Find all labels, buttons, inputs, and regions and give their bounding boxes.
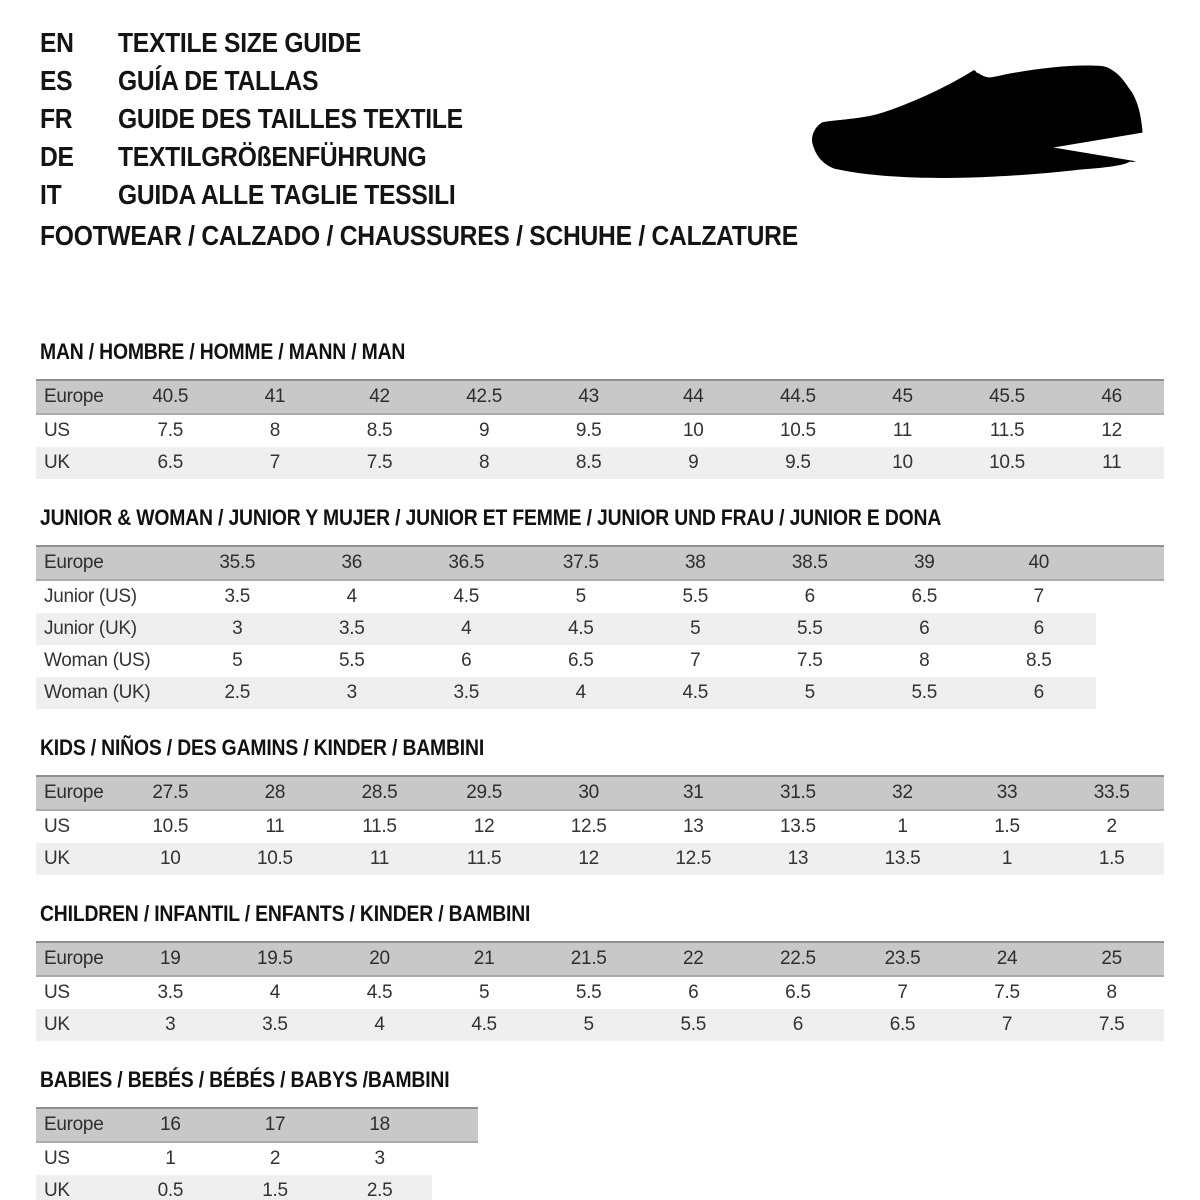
table-row — [36, 1175, 478, 1200]
size-cell: 40 — [982, 546, 1097, 580]
size-cell: 19.5 — [223, 942, 328, 976]
row-label: Junior (UK) — [36, 613, 180, 645]
table-title-children — [40, 902, 1164, 925]
spacer-cell — [432, 1175, 478, 1200]
size-table-section-kids — [36, 736, 1164, 875]
size-cell: 9.5 — [536, 414, 641, 447]
size-cell: 29.5 — [432, 776, 537, 810]
size-cell: 12 — [1059, 414, 1164, 447]
table-row — [36, 613, 1164, 645]
size-cell: 17 — [223, 1108, 328, 1142]
table-row — [36, 645, 1164, 677]
size-cell: 7 — [223, 447, 328, 479]
size-cell: 6 — [867, 613, 982, 645]
size-cell: 6.5 — [746, 976, 851, 1009]
size-cell: 10.5 — [223, 843, 328, 875]
size-cell: 11 — [850, 414, 955, 447]
lang-title-es: GUÍA DE TALLAS — [118, 65, 319, 96]
size-cell: 8 — [1059, 976, 1164, 1009]
row-label: Europe — [36, 380, 118, 414]
size-cell: 5.5 — [638, 580, 753, 613]
size-cell: 12 — [536, 843, 641, 875]
size-cell: 1 — [955, 843, 1060, 875]
row-label: Europe — [36, 776, 118, 810]
category-heading — [40, 217, 901, 255]
size-cell: 37.5 — [524, 546, 639, 580]
lang-row-de — [40, 138, 510, 176]
size-cell: 21.5 — [536, 942, 641, 976]
size-cell: 12 — [432, 810, 537, 843]
size-cell: 0.5 — [118, 1175, 223, 1200]
lang-code-it: IT — [40, 179, 62, 210]
size-cell: 7.5 — [118, 414, 223, 447]
size-cell: 13.5 — [746, 810, 851, 843]
size-table-section-babies — [36, 1068, 1164, 1200]
size-cell: 8.5 — [982, 645, 1097, 677]
shoe-icon — [810, 64, 1144, 184]
size-cell: 8 — [867, 645, 982, 677]
size-cell: 2.5 — [180, 677, 295, 709]
size-cell: 5.5 — [753, 613, 868, 645]
size-cell: 21 — [432, 942, 537, 976]
size-cell: 7.5 — [1059, 1009, 1164, 1041]
size-cell: 4.5 — [327, 976, 432, 1009]
size-cell: 44.5 — [746, 380, 851, 414]
table-title-text: CHILDREN / INFANTIL / ENFANTS / KINDER / BAMBINI — [40, 901, 531, 926]
row-label: UK — [36, 1009, 118, 1041]
size-cell: 1.5 — [223, 1175, 328, 1200]
lang-row-en — [40, 24, 510, 62]
lang-title-de: TEXTILGRÖßENFÜHRUNG — [118, 141, 427, 172]
spacer-cell — [1096, 645, 1164, 677]
size-cell: 4 — [295, 580, 410, 613]
size-cell: 46 — [1059, 380, 1164, 414]
size-table-junior-woman — [36, 545, 1164, 709]
size-table-man — [36, 379, 1164, 479]
table-row — [36, 843, 1164, 875]
size-cell: 6 — [641, 976, 746, 1009]
size-cell: 3.5 — [180, 580, 295, 613]
size-cell: 3.5 — [223, 1009, 328, 1041]
size-cell: 10.5 — [118, 810, 223, 843]
size-cell: 6.5 — [867, 580, 982, 613]
size-cell: 10.5 — [955, 447, 1060, 479]
table-row — [36, 414, 1164, 447]
size-cell: 4.5 — [638, 677, 753, 709]
table-title-kids — [40, 736, 1164, 759]
table-title-man — [40, 340, 1164, 363]
size-cell: 8 — [223, 414, 328, 447]
size-cell: 32 — [850, 776, 955, 810]
size-cell: 41 — [223, 380, 328, 414]
size-cell: 10.5 — [746, 414, 851, 447]
size-cell: 4.5 — [409, 580, 524, 613]
lang-code-fr: FR — [40, 103, 73, 134]
size-cell: 7 — [982, 580, 1097, 613]
table-row — [36, 1108, 478, 1142]
size-cell: 5.5 — [295, 645, 410, 677]
size-cell: 3 — [118, 1009, 223, 1041]
size-cell: 31.5 — [746, 776, 851, 810]
size-cell: 9 — [641, 447, 746, 479]
lang-code-es: ES — [40, 65, 73, 96]
size-cell: 4 — [327, 1009, 432, 1041]
size-cell: 3.5 — [118, 976, 223, 1009]
size-cell: 45 — [850, 380, 955, 414]
size-cell: 10 — [118, 843, 223, 875]
size-table-kids — [36, 775, 1164, 875]
size-cell: 6 — [746, 1009, 851, 1041]
lang-code-de: DE — [40, 141, 74, 172]
size-cell: 7 — [638, 645, 753, 677]
size-cell: 3.5 — [295, 613, 410, 645]
size-cell: 11.5 — [955, 414, 1060, 447]
size-cell: 5.5 — [867, 677, 982, 709]
lang-row-es — [40, 62, 510, 100]
size-cell: 36.5 — [409, 546, 524, 580]
size-table-babies — [36, 1107, 478, 1200]
table-title-text: KIDS / NIÑOS / DES GAMINS / KINDER / BAMBINI — [40, 735, 485, 760]
size-cell: 28 — [223, 776, 328, 810]
size-cell: 40.5 — [118, 380, 223, 414]
size-cell: 6.5 — [118, 447, 223, 479]
category-heading-text: FOOTWEAR / CALZADO / CHAUSSURES / SCHUHE / CALZATURE — [40, 220, 798, 251]
table-row — [36, 1142, 478, 1175]
size-cell: 16 — [118, 1108, 223, 1142]
size-tables-container — [36, 340, 1164, 1200]
size-cell: 5.5 — [641, 1009, 746, 1041]
size-cell: 3 — [180, 613, 295, 645]
size-cell: 7.5 — [327, 447, 432, 479]
row-label: US — [36, 1142, 118, 1175]
row-label: US — [36, 810, 118, 843]
size-cell: 28.5 — [327, 776, 432, 810]
size-table-section-man — [36, 340, 1164, 479]
size-cell: 19 — [118, 942, 223, 976]
size-cell: 12.5 — [641, 843, 746, 875]
row-label: Europe — [36, 546, 180, 580]
table-row — [36, 380, 1164, 414]
table-row — [36, 942, 1164, 976]
size-cell: 13 — [746, 843, 851, 875]
size-cell: 4 — [409, 613, 524, 645]
size-cell: 7 — [955, 1009, 1060, 1041]
table-row — [36, 976, 1164, 1009]
size-cell: 23.5 — [850, 942, 955, 976]
spacer-cell — [432, 1108, 478, 1142]
size-cell: 1.5 — [1059, 843, 1164, 875]
size-cell: 6 — [982, 613, 1097, 645]
size-cell: 30 — [536, 776, 641, 810]
size-table-section-children — [36, 902, 1164, 1041]
size-cell: 11 — [1059, 447, 1164, 479]
size-cell: 8 — [432, 447, 537, 479]
table-row — [36, 580, 1164, 613]
size-cell: 8.5 — [536, 447, 641, 479]
size-cell: 5 — [536, 1009, 641, 1041]
size-cell: 33.5 — [1059, 776, 1164, 810]
size-cell: 13.5 — [850, 843, 955, 875]
spacer-cell — [1096, 613, 1164, 645]
size-cell: 36 — [295, 546, 410, 580]
size-cell: 39 — [867, 546, 982, 580]
size-cell: 4.5 — [524, 613, 639, 645]
size-cell: 2 — [1059, 810, 1164, 843]
size-cell: 6 — [409, 645, 524, 677]
language-title-list — [40, 24, 510, 214]
size-cell: 35.5 — [180, 546, 295, 580]
size-cell: 5 — [432, 976, 537, 1009]
size-cell: 1 — [118, 1142, 223, 1175]
size-cell: 24 — [955, 942, 1060, 976]
size-cell: 27.5 — [118, 776, 223, 810]
size-cell: 10 — [641, 414, 746, 447]
size-cell: 20 — [327, 942, 432, 976]
size-cell: 13 — [641, 810, 746, 843]
size-cell: 5 — [180, 645, 295, 677]
row-label: Europe — [36, 1108, 118, 1142]
size-cell: 38 — [638, 546, 753, 580]
lang-row-it — [40, 176, 510, 214]
table-title-babies — [40, 1068, 1164, 1091]
size-cell: 8.5 — [327, 414, 432, 447]
size-cell: 5 — [524, 580, 639, 613]
size-cell: 10 — [850, 447, 955, 479]
table-row — [36, 447, 1164, 479]
size-cell: 6.5 — [524, 645, 639, 677]
size-cell: 11.5 — [432, 843, 537, 875]
table-row — [36, 546, 1164, 580]
size-cell: 11 — [223, 810, 328, 843]
lang-row-fr — [40, 100, 510, 138]
spacer-cell — [1096, 546, 1164, 580]
size-cell: 42 — [327, 380, 432, 414]
size-cell: 1.5 — [955, 810, 1060, 843]
lang-code-en: EN — [40, 27, 74, 58]
size-cell: 7.5 — [753, 645, 868, 677]
size-table-children — [36, 941, 1164, 1041]
size-cell: 44 — [641, 380, 746, 414]
size-cell: 5.5 — [536, 976, 641, 1009]
size-cell: 22 — [641, 942, 746, 976]
size-cell: 6 — [982, 677, 1097, 709]
size-cell: 9.5 — [746, 447, 851, 479]
size-cell: 33 — [955, 776, 1060, 810]
size-cell: 1 — [850, 810, 955, 843]
size-cell: 4 — [524, 677, 639, 709]
size-table-section-junior-woman — [36, 506, 1164, 709]
size-cell: 9 — [432, 414, 537, 447]
table-row — [36, 810, 1164, 843]
table-row — [36, 677, 1164, 709]
size-cell: 18 — [327, 1108, 432, 1142]
row-label: UK — [36, 447, 118, 479]
table-row — [36, 776, 1164, 810]
size-cell: 31 — [641, 776, 746, 810]
row-label: UK — [36, 843, 118, 875]
table-title-text: BABIES / BEBÉS / BÉBÉS / BABYS /BAMBINI — [40, 1067, 450, 1092]
row-label: UK — [36, 1175, 118, 1200]
size-cell: 3.5 — [409, 677, 524, 709]
size-cell: 2 — [223, 1142, 328, 1175]
size-cell: 3 — [327, 1142, 432, 1175]
size-cell: 43 — [536, 380, 641, 414]
size-cell: 45.5 — [955, 380, 1060, 414]
size-cell: 11.5 — [327, 810, 432, 843]
row-label: Woman (US) — [36, 645, 180, 677]
row-label: Junior (US) — [36, 580, 180, 613]
spacer-cell — [1096, 677, 1164, 709]
size-cell: 4 — [223, 976, 328, 1009]
size-cell: 5 — [753, 677, 868, 709]
spacer-cell — [432, 1142, 478, 1175]
size-cell: 6.5 — [850, 1009, 955, 1041]
lang-title-it: GUIDA ALLE TAGLIE TESSILI — [118, 179, 456, 210]
size-cell: 38.5 — [753, 546, 868, 580]
size-cell: 5 — [638, 613, 753, 645]
size-cell: 11 — [327, 843, 432, 875]
spacer-cell — [1096, 580, 1164, 613]
size-cell: 4.5 — [432, 1009, 537, 1041]
size-cell: 42.5 — [432, 380, 537, 414]
size-cell: 3 — [295, 677, 410, 709]
row-label: Europe — [36, 942, 118, 976]
table-title-text: JUNIOR & WOMAN / JUNIOR Y MUJER / JUNIOR ET FEMME / JUNIOR UND FRAU / JUNIOR E DONA — [40, 505, 942, 530]
table-row — [36, 1009, 1164, 1041]
size-cell: 6 — [753, 580, 868, 613]
size-cell: 25 — [1059, 942, 1164, 976]
table-title-text: MAN / HOMBRE / HOMME / MANN / MAN — [40, 339, 406, 364]
row-label: Woman (UK) — [36, 677, 180, 709]
size-cell: 22.5 — [746, 942, 851, 976]
table-title-junior-woman — [40, 506, 1164, 529]
size-cell: 7.5 — [955, 976, 1060, 1009]
row-label: US — [36, 414, 118, 447]
size-cell: 12.5 — [536, 810, 641, 843]
lang-title-fr: GUIDE DES TAILLES TEXTILE — [118, 103, 463, 134]
row-label: US — [36, 976, 118, 1009]
size-cell: 2.5 — [327, 1175, 432, 1200]
lang-title-en: TEXTILE SIZE GUIDE — [118, 27, 362, 58]
size-cell: 7 — [850, 976, 955, 1009]
